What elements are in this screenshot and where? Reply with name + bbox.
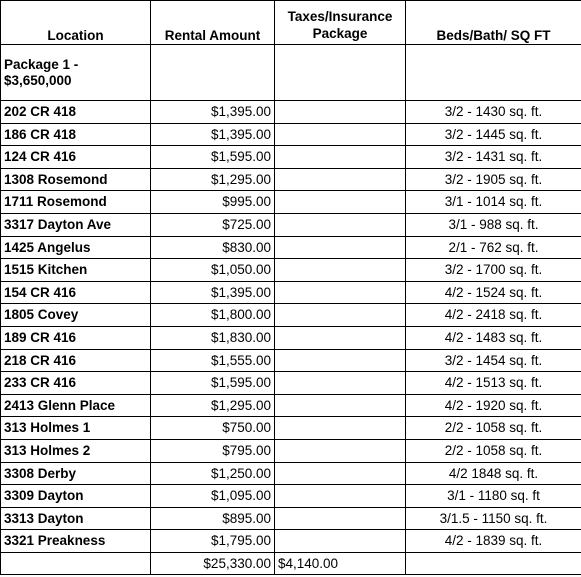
rental-amount-cell[interactable]: $1,395.00 bbox=[151, 123, 275, 146]
location-cell[interactable]: 1308 Rosemond bbox=[1, 168, 151, 191]
beds-bath-sqft-cell[interactable]: 3/2 - 1430 sq. ft. bbox=[406, 101, 581, 124]
taxes-insurance-cell[interactable] bbox=[275, 530, 406, 553]
package-row bbox=[1, 45, 581, 101]
table-row bbox=[1, 530, 581, 553]
table-row bbox=[1, 259, 581, 282]
rental-amount-cell[interactable]: $1,295.00 bbox=[151, 168, 275, 191]
beds-bath-sqft-cell[interactable]: 4/2 - 1483 sq. ft. bbox=[406, 326, 581, 349]
package-beds-cell[interactable] bbox=[406, 45, 581, 101]
taxes-insurance-cell[interactable] bbox=[275, 349, 406, 372]
rental-amount-cell[interactable]: $1,395.00 bbox=[151, 101, 275, 124]
rental-amount-cell[interactable]: $1,595.00 bbox=[151, 146, 275, 169]
location-cell[interactable]: 3321 Preakness bbox=[1, 530, 151, 553]
taxes-insurance-cell[interactable] bbox=[275, 372, 406, 395]
beds-bath-sqft-cell[interactable]: 4/2 - 2418 sq. ft. bbox=[406, 304, 581, 327]
beds-bath-sqft-cell[interactable]: 3/1 - 1014 sq. ft. bbox=[406, 191, 581, 214]
table-row bbox=[1, 236, 581, 259]
beds-bath-sqft-cell[interactable]: 3/2 - 1431 sq. ft. bbox=[406, 146, 581, 169]
table-row bbox=[1, 326, 581, 349]
location-cell[interactable]: 3313 Dayton bbox=[1, 507, 151, 530]
location-cell[interactable]: 3317 Dayton Ave bbox=[1, 213, 151, 236]
rental-amount-cell[interactable]: $995.00 bbox=[151, 191, 275, 214]
table-row bbox=[1, 417, 581, 440]
location-cell[interactable]: 124 CR 416 bbox=[1, 146, 151, 169]
location-cell[interactable]: 2413 Glenn Place bbox=[1, 394, 151, 417]
package-rent-cell[interactable] bbox=[151, 45, 275, 101]
taxes-insurance-cell[interactable] bbox=[275, 304, 406, 327]
taxes-insurance-cell[interactable] bbox=[275, 191, 406, 214]
package-tax-cell[interactable] bbox=[275, 45, 406, 101]
taxes-insurance-cell[interactable] bbox=[275, 417, 406, 440]
beds-bath-sqft-cell[interactable]: 3/1.5 - 1150 sq. ft. bbox=[406, 507, 581, 530]
taxes-insurance-cell[interactable] bbox=[275, 123, 406, 146]
rental-amount-cell[interactable]: $830.00 bbox=[151, 236, 275, 259]
table-row bbox=[1, 146, 581, 169]
location-cell[interactable]: 3308 Derby bbox=[1, 462, 151, 485]
rental-amount-cell[interactable]: $1,800.00 bbox=[151, 304, 275, 327]
location-cell[interactable]: 1805 Covey bbox=[1, 304, 151, 327]
location-cell[interactable]: 1515 Kitchen bbox=[1, 259, 151, 282]
taxes-insurance-cell[interactable] bbox=[275, 462, 406, 485]
rental-amount-cell[interactable]: $1,595.00 bbox=[151, 372, 275, 395]
beds-bath-sqft-cell[interactable]: 3/2 - 1454 sq. ft. bbox=[406, 349, 581, 372]
table-row bbox=[1, 394, 581, 417]
rental-amount-cell[interactable]: $725.00 bbox=[151, 213, 275, 236]
location-cell[interactable]: 189 CR 416 bbox=[1, 326, 151, 349]
rental-amount-cell[interactable]: $1,830.00 bbox=[151, 326, 275, 349]
table-row bbox=[1, 168, 581, 191]
table-row bbox=[1, 439, 581, 462]
beds-bath-sqft-cell[interactable]: 3/2 - 1445 sq. ft. bbox=[406, 123, 581, 146]
beds-bath-sqft-cell[interactable]: 2/1 - 762 sq. ft. bbox=[406, 236, 581, 259]
table-row bbox=[1, 281, 581, 304]
beds-bath-sqft-cell[interactable]: 3/1 - 1180 sq. ft bbox=[406, 485, 581, 508]
beds-bath-sqft-cell[interactable]: 2/2 - 1058 sq. ft. bbox=[406, 417, 581, 440]
beds-bath-sqft-cell[interactable]: 4/2 - 1839 sq. ft. bbox=[406, 530, 581, 553]
taxes-insurance-cell[interactable] bbox=[275, 259, 406, 282]
taxes-insurance-cell[interactable] bbox=[275, 394, 406, 417]
rental-amount-cell[interactable]: $895.00 bbox=[151, 507, 275, 530]
beds-bath-sqft-cell[interactable]: 4/2 - 1513 sq. ft. bbox=[406, 372, 581, 395]
location-cell[interactable]: 313 Holmes 1 bbox=[1, 417, 151, 440]
header-beds-bath-sqft[interactable]: Beds/Bath/ SQ FT bbox=[406, 1, 581, 45]
header-row bbox=[1, 1, 581, 45]
table-row bbox=[1, 213, 581, 236]
beds-bath-sqft-cell[interactable]: 4/2 - 1920 sq. ft. bbox=[406, 394, 581, 417]
taxes-insurance-cell[interactable] bbox=[275, 101, 406, 124]
header-taxes-insurance[interactable]: Taxes/Insurance Package bbox=[275, 1, 406, 45]
location-cell[interactable]: 186 CR 418 bbox=[1, 123, 151, 146]
table-row bbox=[1, 507, 581, 530]
header-location[interactable]: Location bbox=[1, 1, 151, 45]
rental-amount-cell[interactable]: $1,395.00 bbox=[151, 281, 275, 304]
beds-bath-sqft-cell[interactable]: 3/1 - 988 sq. ft. bbox=[406, 213, 581, 236]
rental-amount-cell[interactable]: $795.00 bbox=[151, 439, 275, 462]
rental-amount-cell[interactable]: $1,050.00 bbox=[151, 259, 275, 282]
beds-bath-sqft-cell[interactable]: 4/2 1848 sq. ft. bbox=[406, 462, 581, 485]
table-row bbox=[1, 372, 581, 395]
table-row bbox=[1, 349, 581, 372]
taxes-insurance-cell[interactable] bbox=[275, 281, 406, 304]
location-cell[interactable]: 313 Holmes 2 bbox=[1, 439, 151, 462]
taxes-insurance-cell[interactable] bbox=[275, 439, 406, 462]
totals-location-cell[interactable] bbox=[1, 552, 151, 574]
table-row bbox=[1, 123, 581, 146]
taxes-insurance-cell[interactable] bbox=[275, 213, 406, 236]
table-row bbox=[1, 462, 581, 485]
taxes-insurance-cell[interactable] bbox=[275, 507, 406, 530]
rental-amount-cell[interactable]: $1,250.00 bbox=[151, 462, 275, 485]
rental-amount-cell[interactable]: $1,295.00 bbox=[151, 394, 275, 417]
taxes-insurance-cell[interactable] bbox=[275, 236, 406, 259]
beds-bath-sqft-cell[interactable]: 2/2 - 1058 sq. ft. bbox=[406, 439, 581, 462]
table-row bbox=[1, 191, 581, 214]
location-cell[interactable]: 1425 Angelus bbox=[1, 236, 151, 259]
package-label[interactable]: Package 1 - $3,650,000 bbox=[1, 45, 151, 101]
taxes-insurance-cell[interactable] bbox=[275, 168, 406, 191]
beds-bath-sqft-cell[interactable]: 3/2 - 1905 sq. ft. bbox=[406, 168, 581, 191]
totals-beds-cell[interactable] bbox=[406, 552, 581, 574]
taxes-total[interactable]: $4,140.00 bbox=[275, 552, 406, 574]
table-row bbox=[1, 485, 581, 508]
taxes-insurance-cell[interactable] bbox=[275, 146, 406, 169]
location-cell[interactable]: 218 CR 416 bbox=[1, 349, 151, 372]
location-cell[interactable]: 3309 Dayton bbox=[1, 485, 151, 508]
taxes-insurance-cell[interactable] bbox=[275, 326, 406, 349]
rental-amount-cell[interactable]: $1,095.00 bbox=[151, 485, 275, 508]
rental-amount-cell[interactable]: $750.00 bbox=[151, 417, 275, 440]
taxes-insurance-cell[interactable] bbox=[275, 485, 406, 508]
rent-total[interactable]: $25,330.00 bbox=[151, 552, 275, 574]
location-cell[interactable]: 202 CR 418 bbox=[1, 101, 151, 124]
beds-bath-sqft-cell[interactable]: 4/2 - 1524 sq. ft. bbox=[406, 281, 581, 304]
table-row bbox=[1, 101, 581, 124]
location-cell[interactable]: 154 CR 416 bbox=[1, 281, 151, 304]
location-cell[interactable]: 233 CR 416 bbox=[1, 372, 151, 395]
table-row bbox=[1, 304, 581, 327]
location-cell[interactable]: 1711 Rosemond bbox=[1, 191, 151, 214]
rental-amount-cell[interactable]: $1,555.00 bbox=[151, 349, 275, 372]
header-rental-amount[interactable]: Rental Amount bbox=[151, 1, 275, 45]
table-body bbox=[1, 45, 581, 553]
rental-amount-cell[interactable]: $1,795.00 bbox=[151, 530, 275, 553]
totals-row bbox=[1, 552, 581, 574]
beds-bath-sqft-cell[interactable]: 3/2 - 1700 sq. ft. bbox=[406, 259, 581, 282]
